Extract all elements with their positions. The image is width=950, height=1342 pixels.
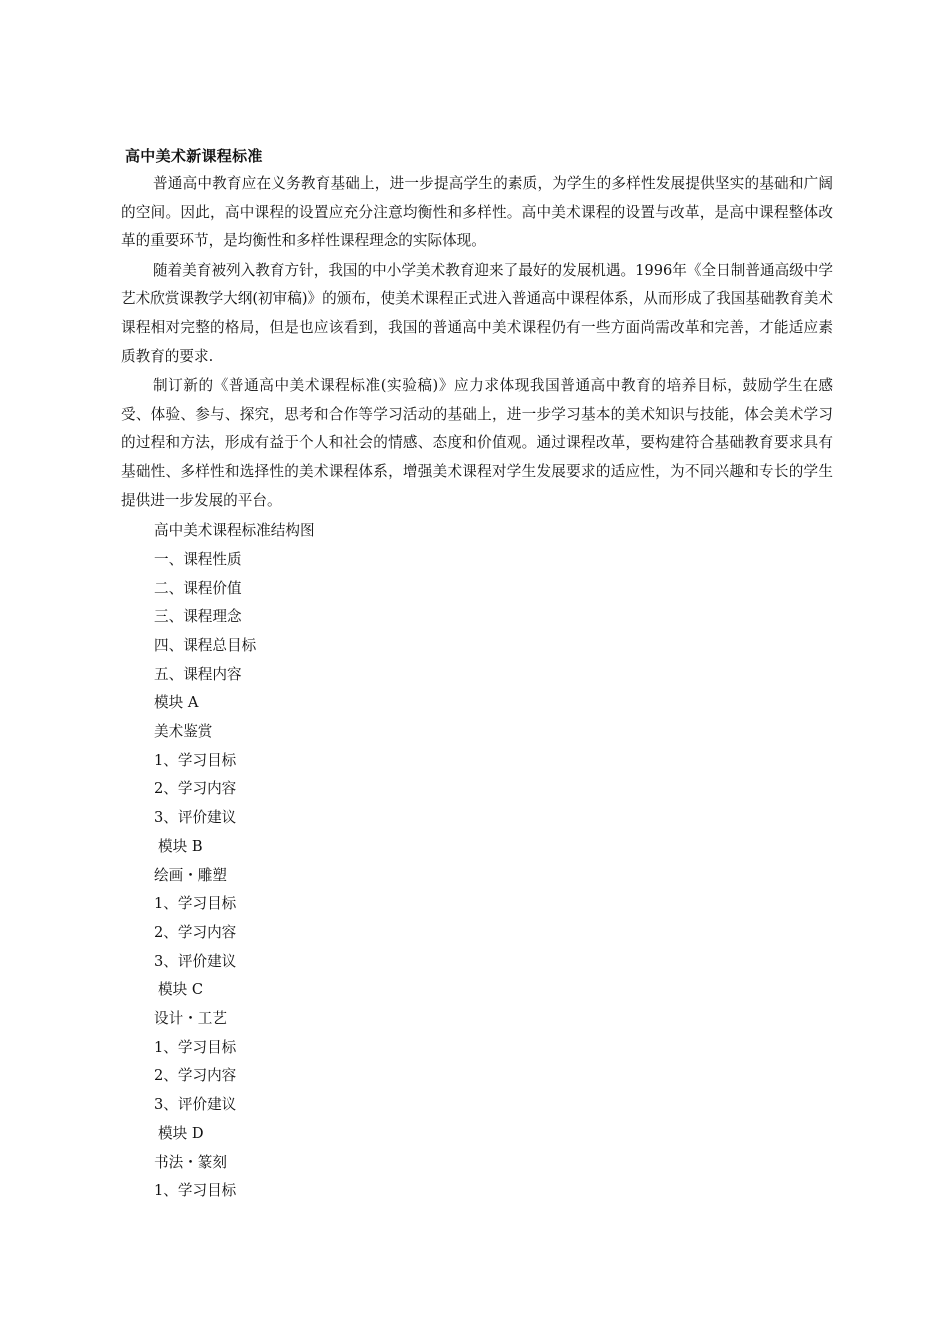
document-title: 高中美术新课程标准	[125, 147, 263, 165]
outline-subitem: 2、学习内容	[154, 780, 237, 798]
outline-item: 三、课程理念	[154, 608, 242, 626]
module-label: 模块 A	[154, 694, 199, 712]
module-name: 设计・工艺	[154, 1010, 227, 1028]
outline-subitem: 1、学习目标	[154, 1038, 237, 1056]
module-label: 模块 B	[158, 837, 203, 855]
outline-item: 五、课程内容	[154, 665, 242, 683]
outline-subitem: 1、学习目标	[154, 1182, 237, 1200]
outline-item: 四、课程总目标	[154, 636, 257, 654]
module-name: 绘画・雕塑	[154, 866, 227, 884]
paragraph: 制订新的《普通高中美术课程标准(实验稿)》应力求体现我国普通高中教育的培养目标，鼓励学生在感受、体验、参与、探究，思考和合作等学习活动的基础上，进一步学习基本的美术知识与技能，体会美术学习的过程和方法，形成有益于个人和社会的情感、态度和价值观。通过课程改革，要构建符合基础教育要求具有基础性、多样性和选择性的美术课程体系，增强美术课程对学生发展要求的适应性，为不同兴趣和专长的学生提供进一步发展的平台。	[121, 377, 833, 509]
paragraph: 随着美育被列入教育方针，我国的中小学美术教育迎来了最好的发展机遇。1996年《全日制普通高级中学艺术欣赏课教学大纲(初审稿)》的颁布，使美术课程正式进入普通高中课程体系，从而形成了我国基础教育美术课程相对完整的格局，但是也应该看到，我国的普通高中美术课程仍有一些方面尚需改革和完善，才能适应素质教育的要求.	[121, 261, 833, 365]
paragraph: 普通高中教育应在义务教育基础上，进一步提高学生的素质，为学生的多样性发展提供坚实的基础和广阔的空间。因此，高中课程的设置应充分注意均衡性和多样性。高中美术课程的设置与改革，是高中课程整体改革的重要环节，是均衡性和多样性课程理念的实际体现。	[121, 175, 833, 250]
outline-subitem: 1、学习目标	[154, 751, 237, 769]
outline-heading: 高中美术课程标准结构图	[154, 522, 315, 540]
outline-subitem: 3、评价建议	[154, 1096, 237, 1114]
module-label: 模块 D	[158, 1124, 204, 1142]
outline-subitem: 2、学习内容	[154, 923, 237, 941]
outline-subitem: 1、学习目标	[154, 895, 237, 913]
module-name: 美术鉴赏	[154, 723, 213, 741]
structure-outline	[121, 517, 833, 1206]
outline-subitem: 2、学习内容	[154, 1067, 237, 1085]
document-body	[121, 142, 833, 1206]
outline-subitem: 3、评价建议	[154, 809, 237, 827]
outline-subitem: 3、评价建议	[154, 952, 237, 970]
module-label: 模块 C	[158, 981, 203, 999]
outline-item: 一、课程性质	[154, 550, 242, 568]
module-name: 书法・篆刻	[154, 1153, 227, 1171]
outline-item: 二、课程价值	[154, 579, 242, 597]
